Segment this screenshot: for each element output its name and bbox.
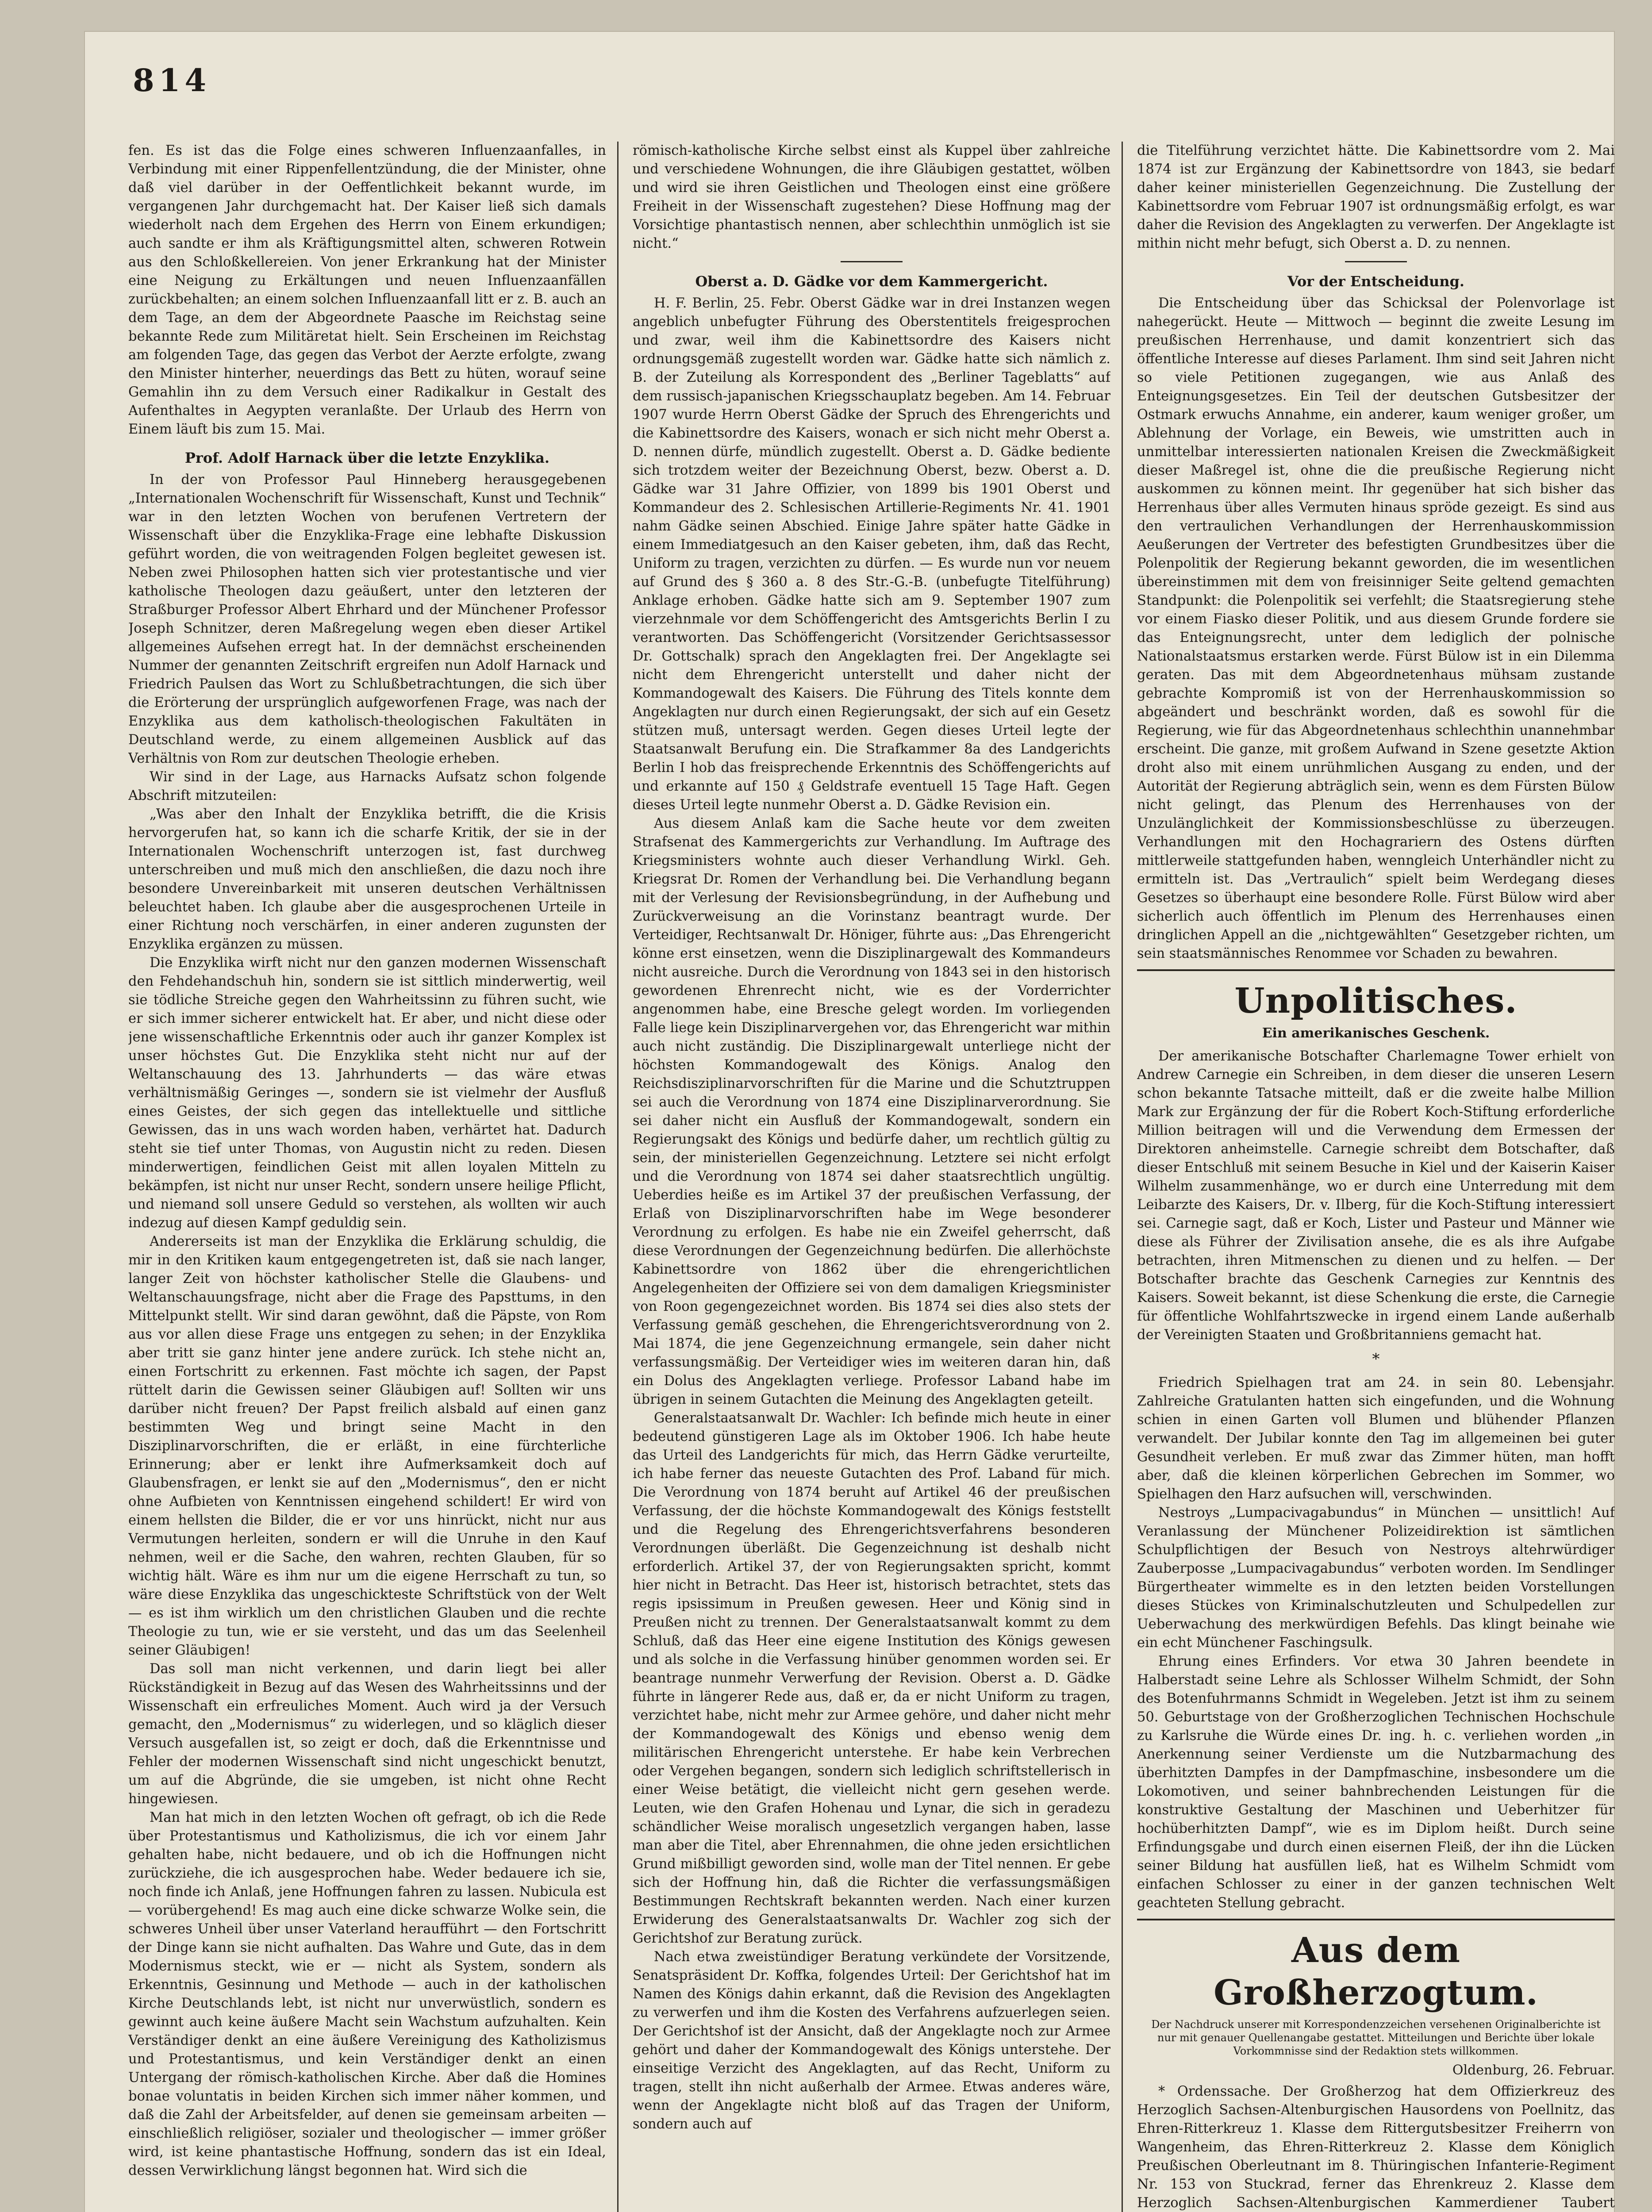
reprint-note: Der Nachdruck unserer mit Korrespondenzzeichen versehenen Originalberichte ist nur mit genauer Quellenangabe gestattet. Mitteilungen und Berichte über lokale Vorkommnisse sind der Redaktion stets willkommen. — [1151, 2018, 1601, 2057]
article-headline: Oberst a. D. Gädke vor dem Kammergericht. — [695, 273, 1048, 290]
paragraph: Die Entscheidung über das Schicksal der Polenvorlage ist nahegerückt. Heute — Mittwoch — beginnt die zweite Lesung im preußischen Herrenhause, und damit konzentriert sich das öffentliche Interesse auf dieses Parlament. Ihm sind seit Jahren nicht so viele Petitionen zugegangen, wie aus Anlaß des Enteignungsgesetzes. Ein Teil der deutschen Gutsbesitzer der Ostmark erwuchs Annahme, ein anderer, kaum weniger großer, um Ablehnung der Vorlage, ein Beweis, wie umstritten auch in unmittelbar interessierten nationalen Kreisen die Zweckmäßigkeit dieser Maßregel ist, ohne die die preußische Regierung nicht auskommen zu können meint. Ihr gegenüber hat sich bisher das Herrenhaus über alles Vermuten hinaus spröde gezeigt. Es sind aus den vertraulichen Verhandlungen der Herrenhauskommission Aeußerungen der Vertreter des befestigten Grundbesitzes über die Polenpolitik der Regierung bekannt geworden, die im wesentlichen übereinstimmen mit dem von freisinniger Seite geltend gemachten Standpunkt: die Polenpolitik sei verfehlt; die Staatsregierung stehe vor einem Fiasko dieser Politik, und aus diesem Grunde fordere sie das Enteignungsrecht, unter dem lediglich der polnische Nationalstaatsmus erstarken werde. Fürst Bülow ist in ein Dilemma geraten. Das mit dem Abgeordnetenhaus mühsam zustande gebrachte Kompromiß ist von der Herrenhauskommission so abgeändert und beschränkt worden, daß es sowohl für die Regierung, wie für das Abgeordnetenhaus schlechthin unannehmbar erscheint. Die ganze, mit großem Aufwand in Szene gesetzte Aktion droht also mit einem unrühmlichen Ausgang zu enden, und der Autorität der Regierung abträglich sein, wenn es dem Fürsten Bülow nicht gelingt, das Plenum des Herrenhauses von der Unzulänglichkeit der Kommissionsbeschlüsse zu überzeugen. Verhandlungen mit den Hochagrariern des Ostens dürften mittlerweile stattgefunden haben, wenngleich Unterhändler nicht zu ermitteln ist. Das „Vertraulich“ spielt beim Werdegang dieses Gesetzes so überhaupt eine besondere Rolle. Fürst Bülow wird aber sicherlich auch öffentlich im Plenum des Herrenhauses einen dringlichen Appell an die „nichtgewählten“ Gesetzgeber richten, um sein staatsmännisches Renommee vor Schaden zu bewahren. — [1137, 296, 1615, 961]
section-rule — [1137, 1919, 1615, 1920]
paragraph: Wir sind in der Lage, aus Harnacks Aufsatz schon folgende Abschrift mitzuteilen: — [128, 769, 606, 803]
paragraph: Generalstaatsanwalt Dr. Wachler: Ich befinde mich heute in einer bedeutend günstigeren Lage als im Oktober 1906. Ich habe heute das Urteil des Landgerichts für mich, das Herrn Gädke verurteilte, ich habe ferner das neueste Gutachten des Prof. Laband für mich. Die Verordnung von 1874 beruht auf Artikel 46 der preußischen Verfassung, der die höchste Kommandogewalt des Königs feststellt und die Regelung des Ehrengerichtsverfahrens besonderen Verordnungen überläßt. Die Gegenzeichnung ist deshalb nicht erforderlich. Artikel 37, der von Regierungsakten spricht, kommt hier nicht in Betracht. Das Heer ist, historisch betrachtet, stets das regis ipsissimum in Preußen gewesen. Heer und König sind in Preußen nicht zu trennen. Der Generalstaatsanwalt kommt zu dem Schluß, daß das Heer eine eigene Institution des Königs gewesen und als solche in die Verfassung hinüber genommen worden sei. Er beantrage nunmehr Verwerfung der Revision. Oberst a. D. Gädke führte in längerer Rede aus, daß er, da er nicht Uniform zu tragen, verzichtet habe, nicht mehr zur Armee gehöre, und daher nicht mehr der Kommandogewalt des Königs und ebenso wenig dem militärischen Ehrengericht unterstehe. Er habe kein Verbrechen oder Vergehen begangen, sondern sich lediglich schriftstellerisch in einer Weise betätigt, die vielleicht nicht gern gesehen werde. Leuten, wie den Grafen Hohenau und Lynar, die sich in geradezu schändlicher Weise moralisch ungesetzlich vergangen haben, lasse man aber die Titel, aber Ehrennahmen, die ohne jeden ersichtlichen Grund mißbilligt geworden sind, wolle man der Titel nennen. Er gebe sich der Hoffnung hin, daß die Richter die verfassungsmäßigen Bestimmungen Rechtskraft bekannten werden. Nach einer kurzen Erwiderung des Generalstaatsanwalts Dr. Wachler zog sich der Gerichtshof zur Beratung zurück. — [633, 1410, 1110, 1946]
paragraph: fen. Es ist das die Folge eines schweren Influenzaanfalles, in Verbindung mit einer Rippenfellentzündung, die der Minister, ohne daß viel darüber in der Oeffentlichkeit bekannt wurde, im vergangenen Jahr durchgemacht hat. Der Kaiser ließ sich damals wiederholt nach dem Ergehen des Herrn von Einem erkundigen; auch sandte er ihm als Kräftigungsmittel alten, schweren Rotwein aus den Schloßkellereien. Von jener Erkrankung hat der Minister eine Neigung zu Erkältungen und neuen Influenzaanfällen zurückbehalten; an einem solchen Influenzaanfall litt er z. B. auch an dem Tage, an dem der Abgeordnete Paasche im Reichstag seine bekannte Rede zum Militäretat hielt. Sein Erscheinen im Reichstag am folgenden Tage, das gegen das Verbot der Aerzte erfolgte, zwang den Minister hinterher, neuerdings das Bett zu hüten, worauf seine Gemahlin ihn zu dem Versuch einer Radikalkur in Gestalt des Aufenthaltes in Aegypten veranlaßte. Der Urlaub des Herrn von Einem läuft bis zum 15. Mai. — [128, 143, 606, 437]
paragraph: H. F. Berlin, 25. Febr. Oberst Gädke war in drei Instanzen wegen angeblich unbefugter Führung des Oberstentitels freigesprochen und zwar, weil ihm die Kabinettsordre des Kaisers nicht ordnungsgemäß zugestellt worden war. Gädke hatte sich nämlich z. B. der Zuteilung als Korrespondent des „Berliner Tageblatts“ auf dem russisch-japanischen Kriegsschauplatz begeben. Am 14. Februar 1907 wurde Herrn Oberst Gädke der Spruch des Ehrengerichts und die Kabinettsordre des Kaisers, wonach er sich nicht mehr Oberst a. D. nennen dürfe, mündlich zugestellt. Oberst a. D. Gädke bediente sich trotzdem weiter der Bezeichnung Oberst, bezw. Oberst a. D. Gädke war 31 Jahre Offizier, von 1899 bis 1901 Oberst und Kommandeur des 2. Schlesischen Artillerie-Regiments Nr. 41. 1901 nahm Gädke seinen Abschied. Einige Jahre später hatte Gädke in einem Immediatgesuch an den Kaiser gebeten, ihm, daß das Recht, Uniform zu tragen, verzichten zu dürfen. — Es wurde nun vor neuem auf Grund des § 360 a. 8 des Str.-G.-B. (unbefugte Titelführung) Anklage erhoben. Gädke hatte sich am 9. September 1907 zum vierzehnmale vor dem Schöffengericht des Amtsgerichts Berlin I zu verantworten. Das Schöffengericht (Vorsitzender Gerichtsassessor Dr. Gottschalk) sprach den Angeklagten frei. Der Angeklagte sei nicht dem Ehrengericht unterstellt und daher nicht der Kommandogewalt des Kaisers. Die Führung des Titels konnte dem Angeklagten nur durch einen Regierungsakt, der sich auf ein Gesetz stützen muß, untersagt werden. Gegen dieses Urteil legte der Staatsanwalt Berufung ein. Die Strafkammer 8a des Landgerichts Berlin I hob das freisprechende Erkenntnis des Schöffengerichts auf und erkannte auf 150 ₰ Geldstrafe eventuell 15 Tage Haft. Gegen dieses Urteil legte nunmehr Oberst a. D. Gädke Revision ein. — [633, 296, 1110, 813]
article-headline: Vor der Entscheidung. — [1287, 273, 1465, 290]
paragraph: In der von Professor Paul Hinneberg herausgegebenen „Internationalen Wochenschrift für Wissenschaft, Kunst und Technik“ war in den letzten Wochen von berufenen Vertretern der Wissenschaft über die Enzyklika-Frage eine lebhafte Diskussion geführt worden, die von weitragenden Folgen begleitet gewesen ist. Neben zwei Philosophen hatten sich vier protestantische und vier katholische Theologen dazu geäußert, unter den letzteren der Straßburger Professor Albert Ehrhard und der Münchener Professor Joseph Schnitzer, deren Maßregelung wegen eben dieser Artikel allgemeines Aufsehen erregt hat. In der demnächst erscheinenden Nummer der genannten Zeitschrift ergreifen nun Adolf Harnack und Friedrich Paulsen das Wort zu Schlußbetrachtungen, die sich über die Erörterung der ursprünglich aufgeworfenen Frage, was nach der Enzyklika aus dem katholisch-theologischen Fakultäten in Deutschland werde, zu einem allgemeinen Ausblick auf das Verhältnis von Rom zur deutschen Theologie erheben. — [128, 472, 606, 766]
section-rule — [1137, 969, 1615, 971]
paragraph: Man hat mich in den letzten Wochen oft gefragt, ob ich die Rede über Protestantismus und Katholizismus, die ich vor einem Jahr gehalten habe, nicht bedauere, und ob ich die Hoffnungen nicht zurückziehe, die ich ausgesprochen habe. Weder bedauere ich sie, noch finde ich Anlaß, jene Hoffnungen fahren zu lassen. Nubicula est — vorübergehend! Es mag auch eine dicke schwarze Wolke sein, die schweres Unheil über unser Vaterland heraufführt — den Fortschritt der Dinge kann sie nicht aufhalten. Das Wahre und Gute, das in dem Modernismus steckt, wie er — nicht als System, sondern als Erkenntnis, Gesinnung und Methode — auch in der katholischen Kirche Deutschlands lebt, ist nicht nur unverwüstlich, sondern es gewinnt auch keine äußere Macht sein Wachstum aufzuhalten. Kein Verständiger denkt an eine äußere Vereinigung des Katholizismus und Protestantismus, und kein Verständiger denkt an einen Untergang der römisch-katholischen Kirche. Aber daß die Homines bonae voluntatis in beiden Kirchen sich immer näher kommen, und daß die Zahl der Arbeitsfelder, auf denen sie gemeinsam arbeiten — einschließlich religiöser, sozialer und theologischer — immer größer wird, ist keine phantastische Hoffnung, sondern das ist ein Ideal, dessen Verwirklichung längst begonnen hat. Wird sich die — [128, 1810, 606, 2178]
column-1 — [128, 142, 606, 2212]
dateline: Oldenburg, 26. Februar. — [1452, 2062, 1615, 2078]
paragraph: Nach etwa zweistündiger Beratung verkündete der Vorsitzende, Senatspräsident Dr. Koffka, folgendes Urteil: Der Gerichtshof hat im Namen des Königs dahin erkannt, daß die Revision des Angeklagten zu verwerfen und ihm die Kosten des Verfahrens aufzuerlegen seien. Der Gerichtshof ist der Ansicht, daß der Angeklagte noch zur Armee gehört und daher der Kommandogewalt des Königs unterstehe. Der einseitige Verzicht des Angeklagten, auf das Recht, Uniform zu tragen, stellt ihn nicht außerhalb der Armee. Etwas anderes wäre, wenn der Angeklagte nicht bloß auf das Tragen der Uniform, sondern auch auf — [633, 1949, 1110, 2132]
page-number: 814 — [133, 62, 211, 99]
section-heading: Aus dem Großherzogtum. — [1214, 1930, 1538, 2013]
separator — [841, 261, 903, 262]
column-rule — [617, 142, 619, 2212]
paragraph: Ehrung eines Erfinders. Vor etwa 30 Jahren beendete in Halberstadt seine Lehre als Schlosser Wilhelm Schmidt, der Sohn des Botenfuhrmanns Schmidt in Wegeleben. Jetzt ist ihm zu seinem 50. Geburtstage von der Großherzoglichen Technischen Hochschule zu Karlsruhe die Würde eines Dr. ing. h. c. verliehen worden „in Anerkennung seiner Verdienste um die Nutzbarmachung des überhitzten Dampfes in der Dampfmaschine, insbesondere um die Lokomotiven, und seiner bahnbrechenden Leistungen für die konstruktive Gestaltung der Maschinen und Ueberhitzer für hochüberhitzten Dampf“, wie es im Diplom heißt. Durch seine Erfindungsgabe und durch einen eisernen Fleiß, der ihn die Lücken seiner Bildung hat ausfüllen ließ, hat es Wilhelm Schmidt vom einfachen Schlosser zu einer in der ganzen technischen Welt geachteten Stellung gebracht. — [1137, 1654, 1615, 1911]
article-subheading: Ein amerikanisches Geschenk. — [1262, 1025, 1490, 1041]
paragraph: Das soll man nicht verkennen, und darin liegt bei aller Rückständigkeit in Bezug auf das Wesen des Wahrheitssinns und der Wissenschaft ein erfreuliches Moment. Auch wird ja der Versuch gemacht, den „Modernismus“ zu widerlegen, und so kläglich dieser Versuch ausgefallen ist, so zeigt er doch, daß die Erkenntnisse und Fehler der modernen Wissenschaft sind nicht ungeschickt benutzt, um auf die Abgründe, die sie umgeben, ist nicht ohne Recht hingewiesen. — [128, 1661, 606, 1807]
column-rule — [1122, 142, 1123, 2212]
paragraph: Der amerikanische Botschafter Charlemagne Tower erhielt von Andrew Carnegie ein Schreiben, in dem dieser die unseren Lesern schon bekannte Tatsache mitteilt, daß er die zweite halbe Million Mark zur Ergänzung der für die Robert Koch-Stiftung erforderliche Million beitragen will und die Verwendung dem Ermessen der Direktoren anheimstelle. Carnegie schreibt dem Botschafter, daß dieser Entschluß mit seinem Besuche in Kiel und der Kaiserin Kaiser Wilhelm zusammenhänge, wo er durch eine Unterredung mit dem Leibarzte des Kaisers, Dr. v. Ilberg, für die Koch-Stiftung interessiert sei. Carnegie sagt, daß er Koch, Lister und Pasteur und Männer wie diese als Führer der Zivilisation ansehe, die es als ihre Aufgabe betrachten, ihren Mitmenschen zu dienen und zu helfen. — Der Botschafter brachte das Geschenk Carnegies zur Kenntnis des Kaisers. Soweit bekannt, ist diese Schenkung die erste, die Carnegie für öffentliche Wohlfahrtszwecke in irgend einem Lande außerhalb der Vereinigten Staaten und Großbritanniens gemacht hat. — [1137, 1048, 1615, 1343]
article-headline: Prof. Adolf Harnack über die letzte Enzyklika. — [184, 449, 550, 466]
paragraph: * Ordenssache. Der Großherzog hat dem Offizierkreuz des Herzoglich Sachsen-Altenburgischen Hausordens von Poellnitz, das Ehren-Ritterkreuz 1. Klasse dem Rittergutsbesitzer Freiherrn von Wangenheim, das Ehren-Ritterkreuz 2. Klasse dem Königlich Preußischen Oberleutnant im 8. Thüringischen Infanterie-Regiment Nr. 153 von Stuckrad, ferner das Ehrenkreuz 2. Klasse dem Herzoglich Sachsen-Altenburgischen Kammerdiener Taubert — [1137, 2084, 1615, 2211]
column-3 — [1137, 142, 1615, 2212]
star-separator: * — [1372, 1350, 1380, 1368]
paragraph: Nestroys „Lumpacivagabundus“ in München — unsittlich! Auf Veranlassung der Münchener Polizeidirektion ist sämtlichen Schulpflichtigen der Besuch von Nestroys altehrwürdiger Zauberposse „Lumpacivagabundus“ verboten worden. Im Sendlinger Bürgertheater wimmelte es in den letzten beiden Vorstellungen dieses Stückes von Kriminalschutzleuten und Schulpedellen zur Ueberwachung des merkwürdigen Befehls. Das klingt beinahe wie ein echt Münchener Faschingsulk. — [1137, 1505, 1615, 1651]
paragraph: römisch-katholische Kirche selbst einst als Kuppel über zahlreiche und verschiedene Wohnungen, die ihre Gläubigen gestattet, wölben und wird sie ihren Geistlichen und Theologen einst eine größere Freiheit in der Wissenschaft zugestehen? Diese Hoffnung mag der Vorsichtige phantastisch nennen, aber schlechthin unmöglich ist sie nicht.“ — [633, 143, 1110, 251]
paragraph: „Was aber den Inhalt der Enzyklika betrifft, die die Krisis hervorgerufen hat, so kann ich die scharfe Kritik, der sie in der Internationalen Wochenschrift unterzogen ist, fast durchweg unterschreiben und muß mich den anschließen, die dazu noch ihre besondere Unvereinbarkeit mit unseren deutschen Verhältnissen beleuchtet haben. Ich glaube aber die ausgesprochenen Urteile in einer Richtung noch verschärfen, in einer anderen zugunsten der Enzyklika ergänzen zu müssen. — [128, 806, 606, 952]
separator — [1345, 261, 1407, 262]
paragraph: Aus diesem Anlaß kam die Sache heute vor dem zweiten Strafsenat des Kammergerichts zur Verhandlung. Im Auftrage des Kriegsministers wohnte auch dieser Verhandlung Wirkl. Geh. Kriegsrat Dr. Romen der Verhandlung bei. Die Verhandlung begann mit der Verlesung der Revisionsbegründung, in der Aufhebung und Zurückverweisung an die Vorinstanz beantragt wurde. Der Verteidiger, Rechtsanwalt Dr. Höniger, führte aus: „Das Ehrengericht könne erst einsetzen, wenn die Disziplinargewalt des Kommandeurs nicht ausreiche. Durch die Verordnung von 1843 sei in den historisch gewordenen Ehrenrecht nicht, wie es der Vorderrichter angenommen habe, eine Bresche gelegt worden. Im vorliegenden Falle liege kein Disziplinarvergehen vor, das Ehrengericht war mithin auch nicht zuständig. Die Disziplinargewalt unterliege nicht der höchsten Kommandogewalt des Königs. Analog den Reichsdisziplinarvorschriften für die Marine und die Schutztruppen sei auch die Verordnung von 1874 eine Disziplinarverordnung. Sie sei daher nicht ein Ausfluß der Kommandogewalt, sondern ein Regierungsakt des Königs und bedürfe daher, um rechtlich gültig zu sein, der ministeriellen Gegenzeichnung. Letztere sei nicht erfolgt und die Verordnung von 1874 sei daher staatsrechtlich ungültig. Ueberdies heiße es im Artikel 37 der preußischen Verfassung, der Erlaß von Disziplinarvorschriften habe im Wege besonderer Verordnung zu erfolgen. Es habe nie ein Zweifel geherrscht, daß diese Verordnungen der Gegenzeichnung bedürfen. Die allerhöchste Kabinettsordre von 1862 über die ehrengerichtlichen Angelegenheiten der Offiziere sei von dem damaligen Kriegsminister von Roon gegengezeichnet worden. Bis 1874 sei dies also stets der Verfassung gemäß geschehen, die Ehrengerichtsverordnung von 2. Mai 1874, die jene Gegenzeichnung ermangele, sein daher nicht verfassungsmäßig. Der Verteidiger wies im weiteren daran hin, daß ein Dolus des Angeklagten verliege. Professor Laband habe im übrigen in seinem Gutachten die Meinung des Angeklagten geteilt. — [633, 816, 1110, 1407]
newspaper-page — [84, 31, 1615, 2212]
column-2 — [633, 142, 1110, 2212]
paragraph: Die Enzyklika wirft nicht nur den ganzen modernen Wissenschaft den Fehdehandschuh hin, sondern sie ist sittlich minderwertig, weil sie tödliche Streiche gegen den Wahrheitssinn zu führen sucht, wie er sich immer sicherer entwickelt hat. Er aber, und nicht diese oder jene wissenschaftliche Erkenntnis oder auch ihr ganzer Komplex ist unser höchstes Gut. Die Enzyklika steht nicht nur auf der Weltanschauung des 13. Jahrhunderts — das wäre etwas verhältnismäßig Geringes —, sondern sie ist vielmehr der Ausfluß eines Geistes, der sich gegen das intellektuelle und sittliche Gewissen, das in uns wach worden haben, verhärtet hat. Dadurch steht sie tief unter Thomas, von Augustin nicht zu reden. Diesen minderwertigen, feindlichen Geist mit allen loyalen Mitteln zu bekämpfen, ist nicht nur unser Recht, sondern unsere heilige Pflicht, und niemand soll unsere Geduld so verstehen, als wollten wir auch indezug auf diesen Kampf geduldig sein. — [128, 955, 606, 1231]
paragraph: Andererseits ist man der Enzyklika die Erklärung schuldig, die mir in den Kritiken kaum entgegengetreten ist, daß sie nach langer, langer Zeit von höchster katholischer Stelle die Glaubens- und Weltanschauungsfrage, nicht aber die Frage des Papsttums, in den Mittelpunkt stellt. Wir sind daran gewöhnt, daß die Päpste, von Rom aus vor allen diese Frage uns entgegen zu sehen; in der Enzyklika aber tritt sie ganz hinter jene andere zurück. Ich stehe nicht an, einen Fortschritt zu erkennen. Fast möchte ich sagen, der Papst rüttelt darin die Gewissen seiner Gläubigen auf! Sollten wir uns darüber nicht freuen? Der Papst freilich alsbald auf einen ganz bestimmten Weg und bringt seine Macht in den Disziplinarvorschriften, die er erläßt, in eine fürchterliche Erinnerung; aber er lenkt ihre Aufmerksamkeit doch auf Glaubensfragen, er lenkt sie auf den „Modernismus“, den er nicht ohne Aufbieten von Kenntnissen eingehend schildert! Er wird von einem hellsten die Bilder, die er vor uns hinrückt, nicht nur aus Vermutungen herleiten, sondern er will die Unruhe in den Kauf nehmen, weil er die Sache, den wahren, rechten Glauben, für so wichtig hält. Wäre es ihm nur um die eigene Herrschaft zu tun, so wäre diese Enzyklika das ungeschickteste Schriftstück von der Welt — es ist ihm wirklich um den christlichen Glauben und die rechte Theologie zu tun, wie er sie versteht, und das um das Seelenheil seiner Gläubigen! — [128, 1234, 606, 1658]
section-heading: Unpolitisches. — [1234, 981, 1518, 1021]
paragraph: Friedrich Spielhagen trat am 24. in sein 80. Lebensjahr. Zahlreiche Gratulanten hatten sich eingefunden, und die Wohnung schien in einen Garten voll Blumen und blühender Pflanzen verwandelt. Der Jubilar konnte den Tag im allgemeinen bei guter Gesundheit verleben. Er muß zwar das Zimmer hüten, man hofft aber, daß die kleinen körperlichen Gebrechen im Sommer, wo Spielhagen den Harz aufsuchen will, verschwinden. — [1137, 1375, 1615, 1502]
paragraph: die Titelführung verzichtet hätte. Die Kabinettsordre vom 2. Mai 1874 ist zur Ergänzung der Kabinettsordre von 1843, sie bedarf daher keiner ministeriellen Gegenzeichnung. Die Zustellung der Kabinettsordre vom Februar 1907 ist ordnungsmäßig erfolgt, es war daher die Revision des Angeklagten zu verwerfen. Der Angeklagte ist mithin nicht mehr befugt, sich Oberst a. D. zu nennen. — [1137, 143, 1615, 251]
